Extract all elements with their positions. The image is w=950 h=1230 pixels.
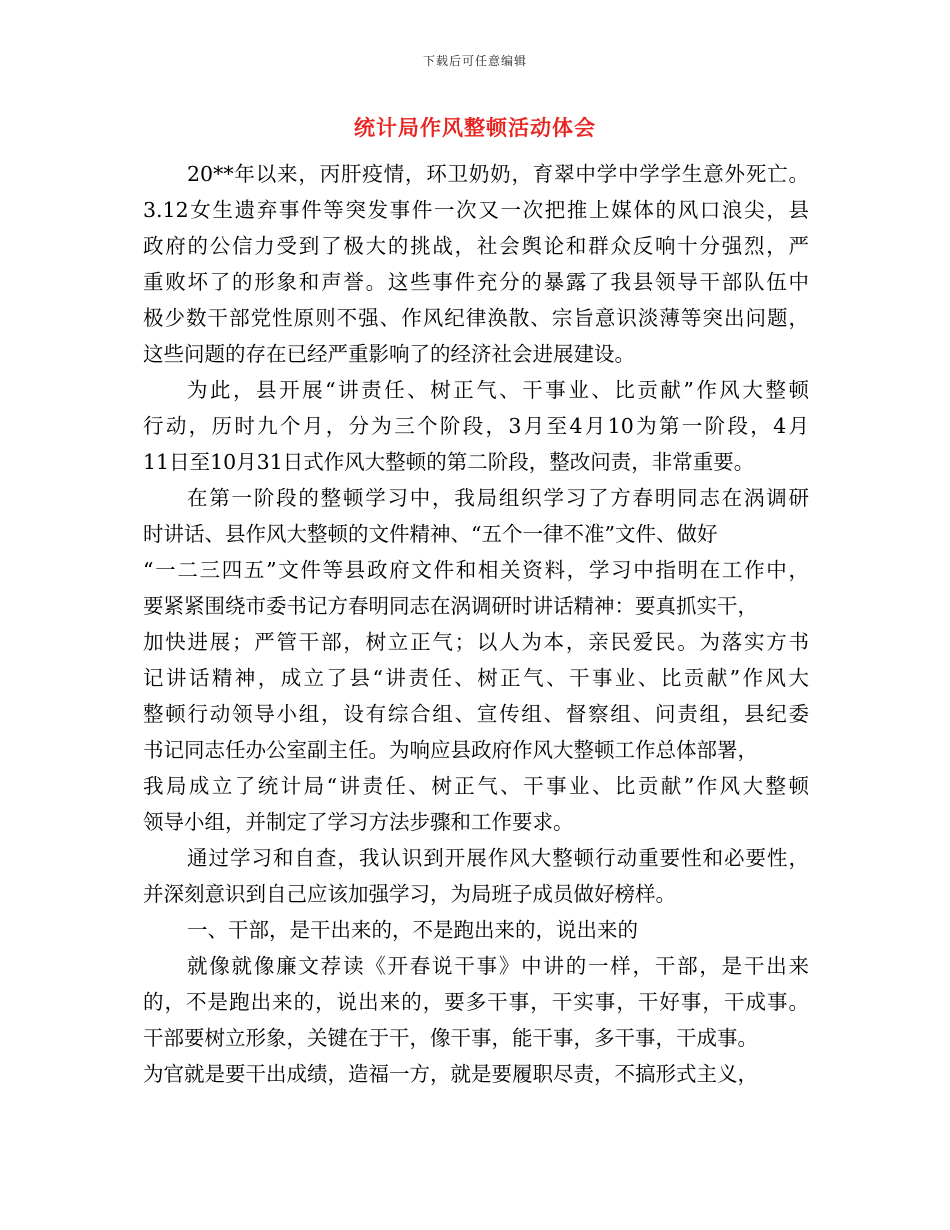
- text-line: 就像就像廉文荐读《开春说干事》中讲的一样，干部，是干出来: [187, 954, 809, 978]
- text-line: 的，不是跑出来的，说出来的，要多干事，干实事，干好事，干成事。: [143, 990, 809, 1014]
- text-line: 整顿行动领导小组，设有综合组、宣传组、督察组、问责组，县纪委: [143, 702, 809, 726]
- text-line: 时讲话、县作风大整顿的文件精神、“五个一律不准”文件、做好: [143, 522, 718, 546]
- document-title: 统计局作风整顿活动体会: [354, 115, 596, 140]
- text-line: 11日至10月31日式作风大整顿的第二阶段，整改问责，非常重要。: [143, 450, 755, 474]
- text-line: 这些问题的存在已经严重影响了的经济社会进展建设。: [143, 342, 635, 366]
- text-line: 要紧紧围绕市委书记方春明同志在涡调研时讲话精神：要真抓实干，: [143, 594, 758, 618]
- text-line: 干部要树立形象，关键在于干，像干事，能干事，多干事，干成事。: [143, 1026, 758, 1050]
- text-line: 极少数干部党性原则不强、作风纪律涣散、宗旨意识淡薄等突出问题，: [143, 306, 809, 330]
- text-line: 为此，县开展“讲责任、树正气、干事业、比贡献”作风大整顿: [187, 378, 809, 402]
- text-line: 重败坏了的形象和声誉。这些事件充分的暴露了我县领导干部队伍中: [143, 270, 809, 294]
- text-line: 3.12女生遗弃事件等突发事件一次又一次把推上媒体的风口浪尖，县: [143, 198, 809, 222]
- text-line: 为官就是要干出成绩，造福一方，就是要履职尽责，不搞形式主义，: [143, 1062, 758, 1086]
- text-line: 通过学习和自查，我认识到开展作风大整顿行动重要性和必要性，: [187, 846, 809, 870]
- text-line: 并深刻意识到自己应该加强学习，为局班子成员做好榜样。: [143, 882, 676, 906]
- text-line: “一二三四五”文件等县政府文件和相关资料，学习中指明在工作中，: [143, 558, 809, 582]
- text-line: 我局成立了统计局“讲责任、树正气、干事业、比贡献”作风大整顿: [143, 774, 809, 798]
- document-body: [143, 156, 809, 1092]
- text-line: 书记同志任办公室副主任。为响应县政府作风大整顿工作总体部署，: [143, 738, 758, 762]
- text-line: 领导小组，并制定了学习方法步骤和工作要求。: [143, 810, 574, 834]
- text-line: 记讲话精神，成立了县“讲责任、树正气、干事业、比贡献”作风大: [143, 666, 809, 690]
- text-line: 行动，历时九个月，分为三个阶段，3月至4月10为第一阶段，4月: [143, 414, 809, 438]
- text-line: 政府的公信力受到了极大的挑战，社会舆论和群众反响十分强烈，严: [143, 234, 809, 258]
- text-line: 20**年以来，丙肝疫情，环卫奶奶，育翠中学中学学生意外死亡。: [187, 162, 809, 186]
- text-line: 一、干部，是干出来的，不是跑出来的，说出来的: [187, 918, 638, 942]
- text-line: 加快进展；严管干部，树立正气；以人为本，亲民爱民。为落实方书: [143, 630, 809, 654]
- text-line: 在第一阶段的整顿学习中，我局组织学习了方春明同志在涡调研: [187, 486, 809, 510]
- header-note: 下载后可任意编辑: [422, 54, 527, 68]
